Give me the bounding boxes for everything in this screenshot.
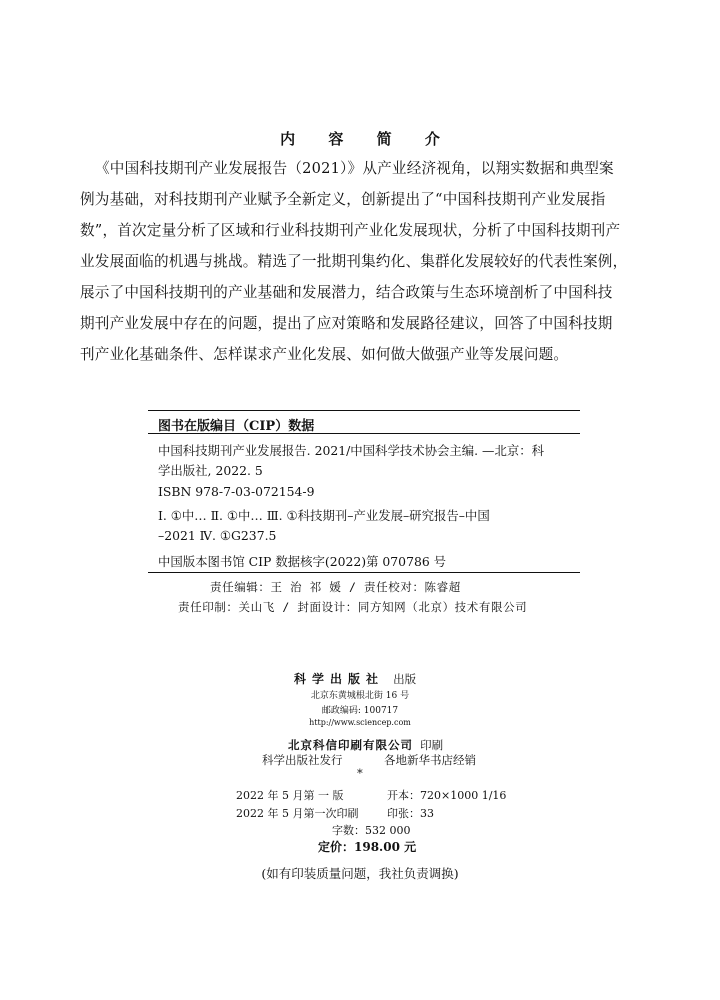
cip-record-number: 中国版本图书馆 CIP 数据核字(2022)第 070786 号: [158, 554, 447, 569]
publisher-line: [294, 668, 416, 687]
cip-classification-line: Ⅰ. ①中… Ⅱ. ①中… Ⅲ. ①科技期刊–产业发展–研究报告–中国: [158, 508, 490, 523]
summary-title: 内 容 简 介: [280, 130, 454, 148]
summary-line: 刊产业化基础条件、怎样谋求产业化发展、如何做大做强产业等发展问题。: [80, 346, 569, 363]
cip-heading: 图书在版编目（CIP）数据: [158, 419, 315, 434]
publisher-website: http://www.sciencep.com: [309, 718, 411, 727]
publisher-name: 科学出版社: [294, 672, 385, 686]
sheet-count: 印张：33: [387, 807, 434, 820]
quality-notice: (如有印装质量问题，我社负责调换): [261, 866, 459, 881]
summary-line: 数”，首次定量分析了区域和行业科技期刊产业化发展现状，分析了中国科技期刊产: [80, 222, 621, 239]
edition-info: 2022 年 5 月第 一 版: [236, 789, 344, 802]
editor-credits: 责任编辑：王 治 祁 媛 / 责任校对：陈睿超: [210, 580, 461, 594]
printer-action: 印刷: [420, 738, 444, 752]
summary-line: 《中国科技期刊产业发展报告（2021）》从产业经济视角，以翔实数据和典型案: [95, 160, 614, 177]
publisher-postcode: 邮政编码: 100717: [321, 706, 399, 716]
printer-line: [288, 734, 443, 753]
production-credits: 责任印制：关山飞 / 封面设计：同方知网（北京）技术有限公司: [178, 600, 528, 614]
cip-entry-line: 学出版社, 2022. 5: [158, 463, 263, 478]
publisher-address: 北京东黄城根北街 16 号: [310, 691, 410, 701]
retailer: 各地新华书店经销: [384, 753, 476, 767]
summary-line: 展示了中国科技期刊的产业基础和发展潜力，结合政策与生态环境剖析了中国科技: [80, 284, 613, 301]
printing-info: 2022 年 5 月第一次印刷: [236, 807, 359, 820]
distributor: 科学出版社发行: [262, 753, 343, 767]
summary-line: 业发展面临的机遇与挑战。精选了一批期刊集约化、集群化发展较好的代表性案例，: [80, 253, 628, 270]
cip-isbn: ISBN 978-7-03-072154-9: [158, 484, 315, 499]
format-info: 开本：720×1000 1/16: [387, 789, 507, 802]
cip-entry-line: 中国科技期刊产业发展报告. 2021/中国科学技术协会主编. —北京：科: [158, 443, 545, 458]
cip-classification-line: –2021 Ⅳ. ①G237.5: [158, 528, 277, 543]
separator-star: *: [357, 766, 363, 780]
cip-bottom-rule: [148, 572, 580, 573]
cip-header-rule: [148, 433, 580, 434]
summary-line: 期刊产业发展中存在的问题，提出了应对策略和发展路径建议，回答了中国科技期: [80, 315, 613, 332]
publisher-action: 出版: [393, 672, 417, 686]
printer-name: 北京科信印刷有限公司: [288, 738, 413, 752]
summary-line: 例为基础，对科技期刊产业赋予全新定义，创新提出了“中国科技期刊产业发展指: [80, 191, 606, 208]
cip-top-rule: [148, 410, 580, 411]
word-count: 字数：532 000: [332, 824, 411, 837]
price: 定价：198.00 元: [318, 840, 417, 854]
